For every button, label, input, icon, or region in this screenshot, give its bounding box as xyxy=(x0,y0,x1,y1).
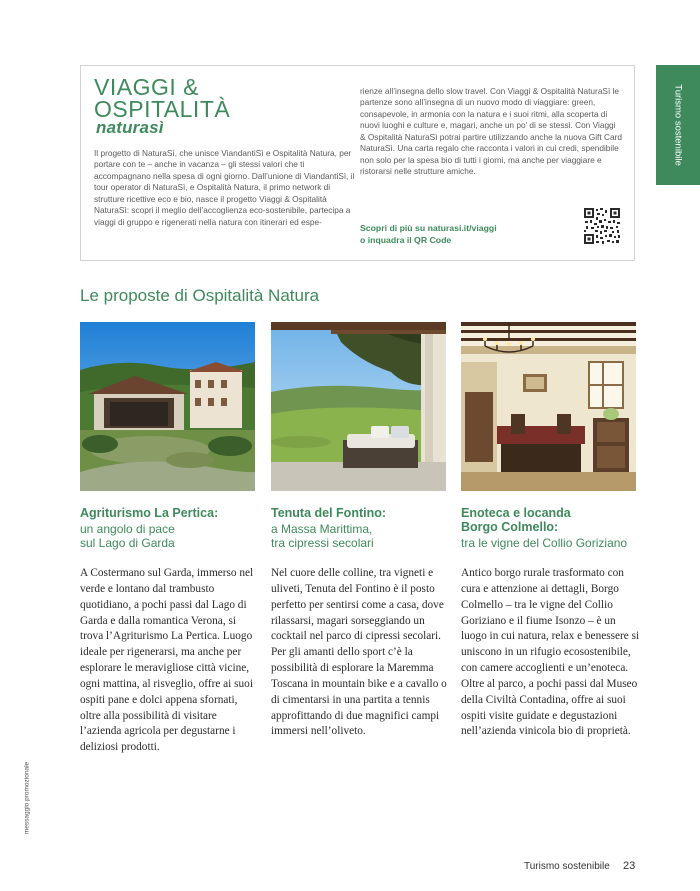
cta-link[interactable]: Scopri di più su naturasi.it/viaggi xyxy=(360,223,497,233)
intro-text-left: Il progetto di NaturaSì, che unisce ViandantiSì e Ospitalità Natura, per portare con te – anche in vacanza – gli stessi valori che ti accompagnano nella spesa di ogni giorno. Dall’unione di ViandantiSì, il tour operator di NaturaSì, e Ospitalità Natura, il primo network di strutture ricettive eco e bio, nasce il progetto Viaggi & Ospitalità NaturaSì: scopri il meglio dell’accoglienza eco-sostenibile, partecipa a viaggi di gruppo e rigenerati nella natura con itinerari ed espe- xyxy=(94,148,355,227)
viaggi-ospitalita-logo xyxy=(94,76,230,120)
column-1-body: A Costermano sul Garda, immerso nel verde e lontano dal trambusto quotidiano, a pochi passi dal Lago di Garda e dalla romantica Verona, si trova l’Agriturismo La Pertica. Luogo ideale per rigenerarsi, ma anche per esplorare le meravigliose città vicine, ogni mattina, al risveglio, offre ai suoi ospiti pane e dolci appena sfornati, oltre alla possibilità di visitare l’azienda agricola per degustarne i deliziosi prodotti. xyxy=(80,567,254,754)
side-tab-label: Turismo sostenibile xyxy=(672,84,684,166)
column-3-title-line-1: Enoteca e locanda xyxy=(461,506,571,520)
photo-agriturismo-la-pertica xyxy=(80,322,255,491)
column-3-title-line-2: Borgo Colmello: xyxy=(461,520,559,534)
column-2-subtitle xyxy=(271,522,456,550)
footer-section-label: Turismo sostenibile xyxy=(524,861,610,872)
column-1-subtitle xyxy=(80,522,265,550)
column-2-subtitle-line-2: tra cipressi secolari xyxy=(271,536,374,550)
intro-text-right: rienze all’insegna dello slow travel. Con Viaggi & Ospitalità NaturaSì le partenze sono all’insegna di un nuovo modo di viaggiare: green, consapevole, in armonia con la natura e i suoi ritmi, alla scoperta di nuovi luoghi e culture e, magari, anche un po’ di se stessi. Con Viaggi & Ospitalità NaturaSì potrai partire utilizzando anche la nuova Gift Card NaturaSì. Una carta regalo che racconta i valori in cui credi, spendibile non solo per la spesa bio di tutti i giorni, ma anche per viaggiare e ristorarsi nelle strutture amiche. xyxy=(360,86,622,177)
column-3-subtitle xyxy=(461,536,646,550)
column-1-title-line-1: Agriturismo La Pertica: xyxy=(80,506,219,520)
photo-tenuta-del-fontino xyxy=(271,322,446,491)
column-3-subtitle-line-1: tra le vigne del Collio Goriziano xyxy=(461,536,628,550)
column-2-title xyxy=(271,506,456,520)
naturasi-logo-text: naturasì xyxy=(96,118,164,137)
logo-line-1: VIAGGI & xyxy=(94,74,199,100)
column-2-title-line-1: Tenuta del Fontino: xyxy=(271,506,387,520)
column-1-title xyxy=(80,506,265,520)
logo-line-2: OSPITALITÀ xyxy=(94,96,231,122)
promotional-note-text: messaggio promozionale xyxy=(23,761,31,835)
column-1-subtitle-line-1: un angolo di pace xyxy=(80,522,175,536)
photo-borgo-colmello xyxy=(461,322,636,491)
cta-qr-hint: o inquadra il QR Code xyxy=(360,235,452,245)
column-2-body: Nel cuore delle colline, tra vigneti e uliveti, Tenuta del Fontino è il posto perfetto per sentirsi come a casa, dove rilassarsi, magari sorseggiando un cocktail nel parco di cipressi secolari. Per gli amanti dello sport c’è la possibilità di esplorare la Maremma Toscana in mountain bike e a cavallo o di cimentarsi in una partita a tennis approfittando di due magnifici campi immersi nell’oliveto. xyxy=(271,567,447,738)
promotional-note xyxy=(20,738,34,858)
side-section-tab xyxy=(656,65,700,185)
column-3-title xyxy=(461,506,646,534)
qr-code-icon[interactable] xyxy=(583,207,621,245)
intro-cta[interactable] xyxy=(360,222,570,246)
column-1-subtitle-line-2: sul Lago di Garda xyxy=(80,536,175,550)
column-3-body: Antico borgo rurale trasformato con cura e attenzione ai dettagli, Borgo Colmello – tra le vigne del Collio Goriziano e il fiume Isonzo – è un luogo in cui natura, relax e benessere si uniscono in un rifugio ecosostenibile, con camere accoglienti e un’enoteca. Oltre al parco, a pochi passi dal Museo della Civiltà Contadina, offre ai suoi ospiti visite guidate e degustazioni nell’azienda vinicola bio di proprietà. xyxy=(461,567,640,738)
column-2-subtitle-line-1: a Massa Marittima, xyxy=(271,522,373,536)
section-title: Le proposte di Ospitalità Natura xyxy=(80,286,320,305)
page-number: 23 xyxy=(623,860,636,872)
